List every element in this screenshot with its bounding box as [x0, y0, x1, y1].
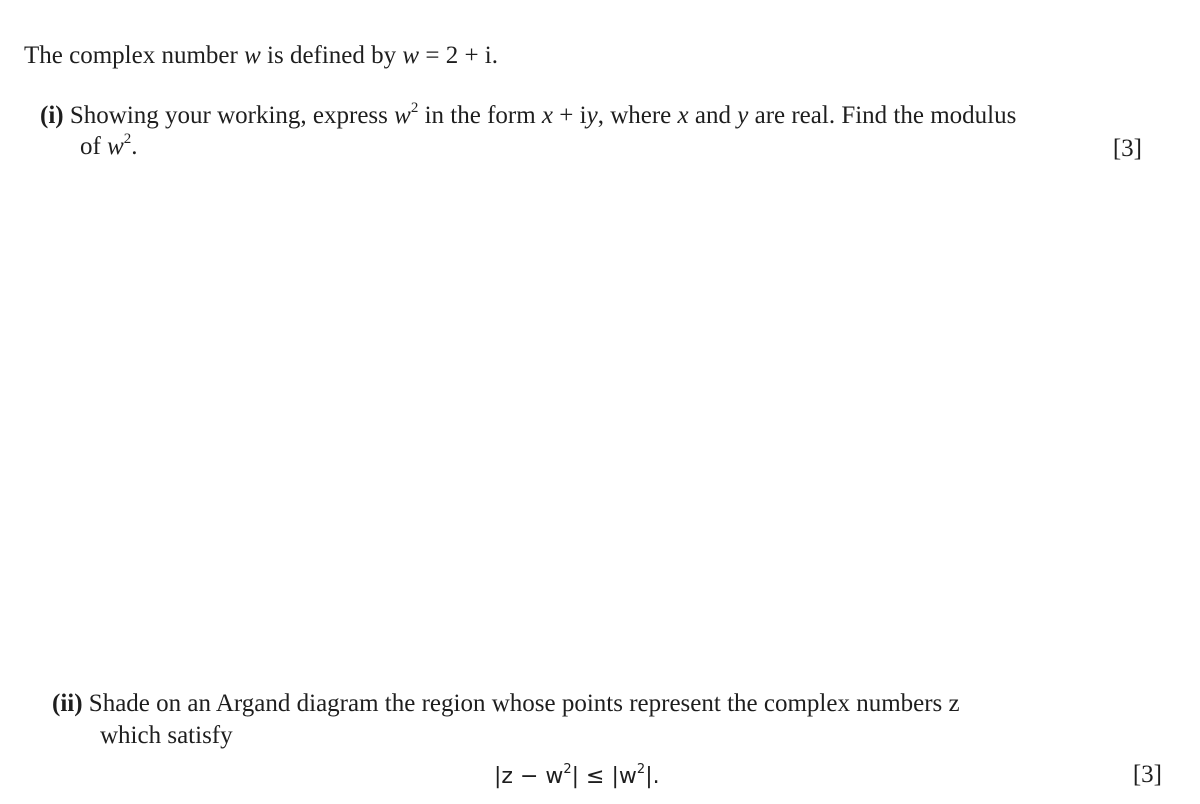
inequality-mid: | ≤ |w — [571, 764, 637, 789]
intro-text: The complex number — [24, 42, 245, 69]
part-i-w: w — [394, 102, 411, 129]
part-i-text: Showing your working, express — [63, 102, 395, 129]
part-i-label: (i) — [40, 102, 64, 129]
part-i-line-1 — [40, 101, 1016, 131]
part-ii-text: Shade on an Argand diagram the region whose points represent the complex numbers z — [82, 690, 960, 717]
inequality-left: |z − w — [494, 764, 564, 789]
part-i-y: y — [586, 102, 598, 129]
part-i-x: x — [541, 102, 554, 129]
part-i-x2: x — [677, 102, 689, 129]
intro-line — [24, 41, 498, 71]
intro-eq-w: w — [402, 42, 420, 69]
part-i-line2-end: . — [131, 133, 138, 160]
part-ii-label: (ii) — [52, 690, 83, 717]
inequality-end: |. — [645, 764, 660, 789]
inequality-sup-1: 2 — [563, 761, 572, 777]
part-i-plus: + i — [553, 102, 587, 129]
part-ii-line-1 — [52, 689, 960, 719]
part-i-text-d: and — [688, 102, 738, 129]
part-i-y2: y — [737, 102, 749, 129]
part-i-marks: [3] — [1112, 135, 1142, 162]
part-i-line-2 — [80, 132, 138, 162]
part-ii-marks: [3] — [1132, 761, 1162, 788]
intro-eq-rest: = 2 + i. — [419, 42, 498, 69]
part-i-text-b: in the form — [418, 102, 542, 129]
part-i-text-e: are real. Find the modulus — [748, 102, 1017, 129]
part-i-line2-w: w — [107, 133, 124, 160]
part-i-line2-text: of — [80, 133, 108, 160]
part-i-sup: 2 — [410, 99, 419, 116]
part-i-text-c: , where — [597, 102, 678, 129]
part-ii-line-2: which satisfy — [100, 722, 233, 749]
intro-text-2: is defined by — [260, 42, 403, 69]
part-ii-inequality — [494, 762, 660, 792]
inequality-sup-2: 2 — [636, 761, 646, 777]
intro-var-w: w — [244, 42, 261, 69]
part-i-line2-sup: 2 — [123, 130, 132, 147]
